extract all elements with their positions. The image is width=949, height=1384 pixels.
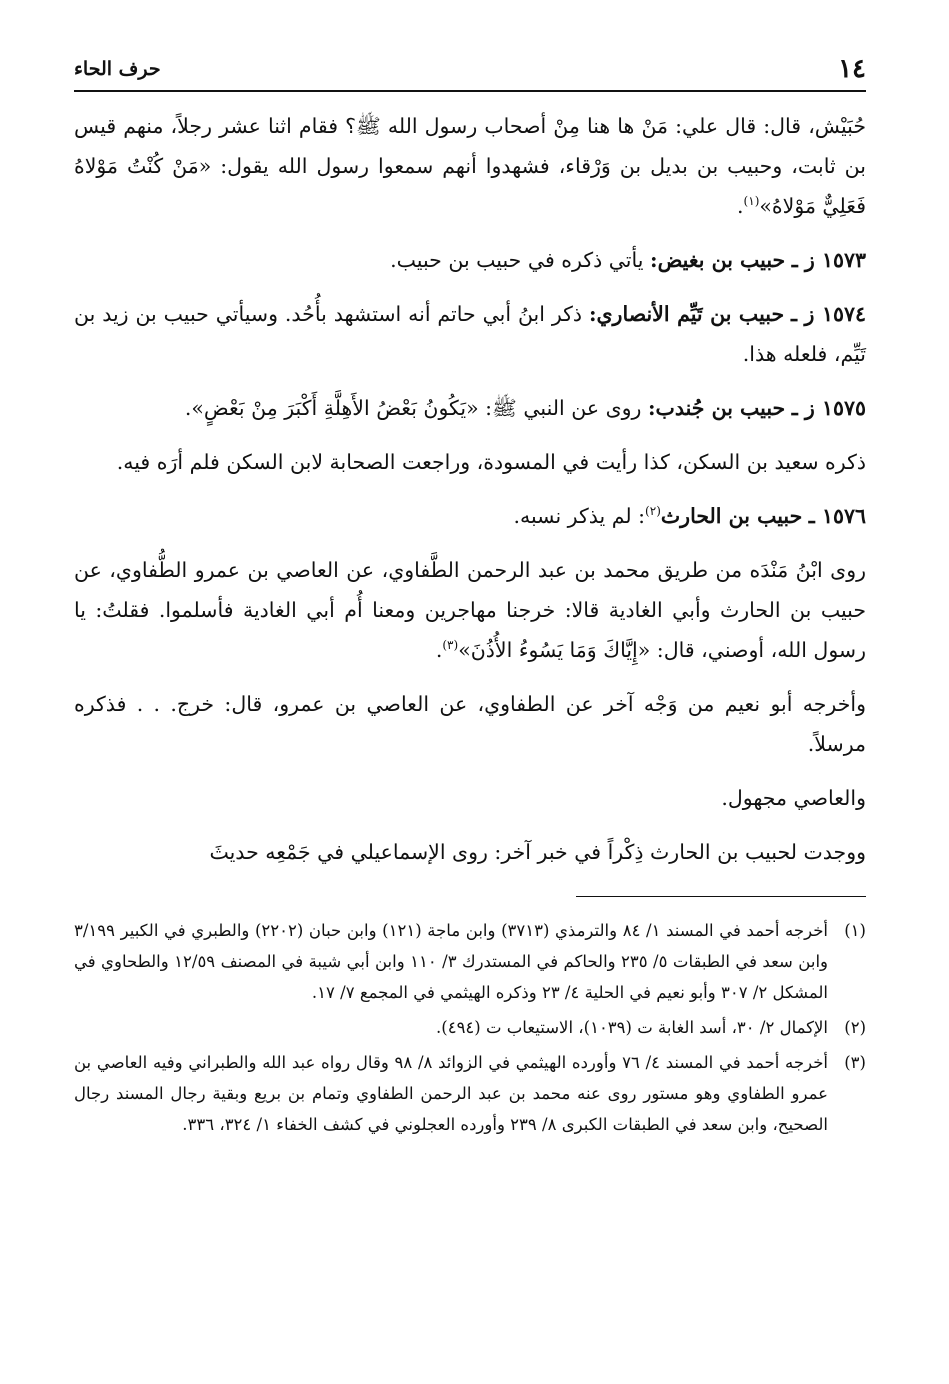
entry-text: : لم يذكر نسبه.	[513, 504, 646, 528]
footnote-marker: (٢)	[645, 504, 661, 519]
entry-text: روى عن النبي ﷺ: «يَكُونُ بَعْضُ الأَهِلَّةِ أَكْبَرَ مِنْ بَعْضٍ».	[184, 396, 642, 420]
footnote-marker: (٣)	[442, 638, 459, 653]
entry-number: ١٥٧٤ ز ـ	[791, 302, 866, 326]
book-page	[74, 52, 866, 1352]
entry-number: ١٥٧٦ ـ	[808, 504, 866, 528]
entry-1573	[74, 240, 866, 280]
page-header	[74, 52, 866, 92]
paragraph-ali-hadith	[74, 106, 866, 226]
paragraph-ibn-sakan: ذكره سعيد بن السكن، كذا رأيت في المسودة، وراجعت الصحابة لابن السكن فلم أرَه فيه.	[116, 450, 866, 474]
footnote-number: (١)	[844, 921, 866, 940]
paragraph-ibn-mandah	[74, 550, 866, 670]
footnote-number: (٣)	[844, 1053, 866, 1072]
paragraph-end: .	[737, 194, 744, 218]
paragraph-asi-unknown: والعاصي مجهول.	[721, 786, 866, 810]
entry-number: ١٥٧٣ ز ـ	[791, 248, 866, 272]
footnote-text: الإكمال ٢/ ٣٠، أسد الغابة ت (١٠٣٩)، الاستيعاب ت (٤٩٤).	[436, 1018, 828, 1037]
footnote-number: (٢)	[844, 1018, 866, 1037]
entry-1575	[74, 388, 866, 428]
footnote-text: أخرجه أحمد في المسند ٤/ ٧٦ وأورده الهيثمي في الزوائد ٨/ ٩٨ وقال رواه عبد الله والطبراني وفيه العاصي بن عمرو الطفاوي وهو مستور روى عنه محمد بن عبد الرحمن الطفاوي وتمام بن بريع وبقية رجال المسند رجال الصحيح، وابن سعد في الطبقات الكبرى ٨/ ٢٣٩ وأورده العجلوني في كشف الخفاء ١/ ٣٢٤، ٣٣٦.	[74, 1053, 828, 1134]
footnote-3	[74, 1047, 866, 1140]
entry-text: ذكر ابنُ أبي حاتم أنه استشهد بأُحُد. وسيأتي حبيب بن زيد بن تَيِّم، فلعله هذا.	[74, 302, 866, 366]
paragraph-text: روى ابْنُ مَنْدَه من طريق محمد بن عبد الرحمن الطَّفاوي، عن العاصي بن عمرو الطُّفاوي، عن حبيب بن الحارث وأبي الغادية قالا: خرجنا مهاجرين ومعنا أُم أبي الغادية فأسلموا. فقلتُ: يا رسول الله، أوصني، قال: «إِيَّاكَ وَمَا يَسُوءُ الأُذُنَ»	[74, 558, 866, 662]
entry-1574	[74, 294, 866, 374]
footnote-text: أخرجه أحمد في المسند ١/ ٨٤ والترمذي (٣٧١٣) وابن ماجة (١٢١) وابن حبان (٢٢٠٢) والطبري في الكبير ٣/١٩٩ وابن سعد في الطبقات ٥/ ٢٣٥ والحاكم في المستدرك ٣/ ١١٠ وابن أبي شيبة في المصنف ١٢/٥٩ والطحاوي في المشكل ٢/ ٣٠٧ وأبو نعيم في الحلية ٤/ ٢٣ وذكره الهيثمي في المجمع ٧/ ١٧.	[74, 921, 828, 1002]
footnote-1	[74, 915, 866, 1008]
paragraph-ismaili: ووجدت لحبيب بن الحارث ذِكْراً في خبر آخر: روى الإسماعيلي في جَمْعِه حديثَ	[209, 840, 866, 864]
paragraph-end: .	[435, 638, 443, 662]
entry-heading: حبيب بن بغيض:	[650, 248, 786, 272]
footnote-marker: (١)	[743, 194, 760, 209]
paragraph-text: حُبَيْش، قال: قال علي: مَنْ ها هنا مِنْ أصحاب رسول الله ﷺ؟ فقام اثنا عشر رجلاً، منهم قيس بن ثابت، وحبيب بن بديل بن وَرْقاء، فشهدوا أنهم سمعوا رسول الله يقول: «مَنْ كُنْتُ مَوْلاهُ فَعَلِيٌّ مَوْلاهُ»	[74, 114, 866, 218]
entry-1576	[74, 496, 866, 536]
entry-heading: حبيب بن الحارث	[660, 504, 803, 528]
entry-number: ١٥٧٥ ز ـ	[791, 396, 866, 420]
page-number: ١٤	[838, 54, 866, 84]
entry-heading: حبيب بن تَيِّم الأنصاري:	[588, 302, 785, 326]
paragraph-abu-nuaim: وأخرجه أبو نعيم من وَجْه آخر عن الطفاوي، عن العاصي بن عمرو، قال: خرج. . . فذكره مرسلاً.	[74, 692, 866, 756]
footnote-divider	[576, 896, 866, 897]
footnote-2	[74, 1012, 866, 1043]
main-text	[74, 106, 866, 872]
running-title: حرف الحاء	[74, 58, 161, 80]
footnotes	[74, 915, 866, 1140]
entry-heading: حبيب بن جُندب:	[647, 396, 786, 420]
entry-text: يأتي ذكره في حبيب بن حبيب.	[390, 248, 644, 272]
